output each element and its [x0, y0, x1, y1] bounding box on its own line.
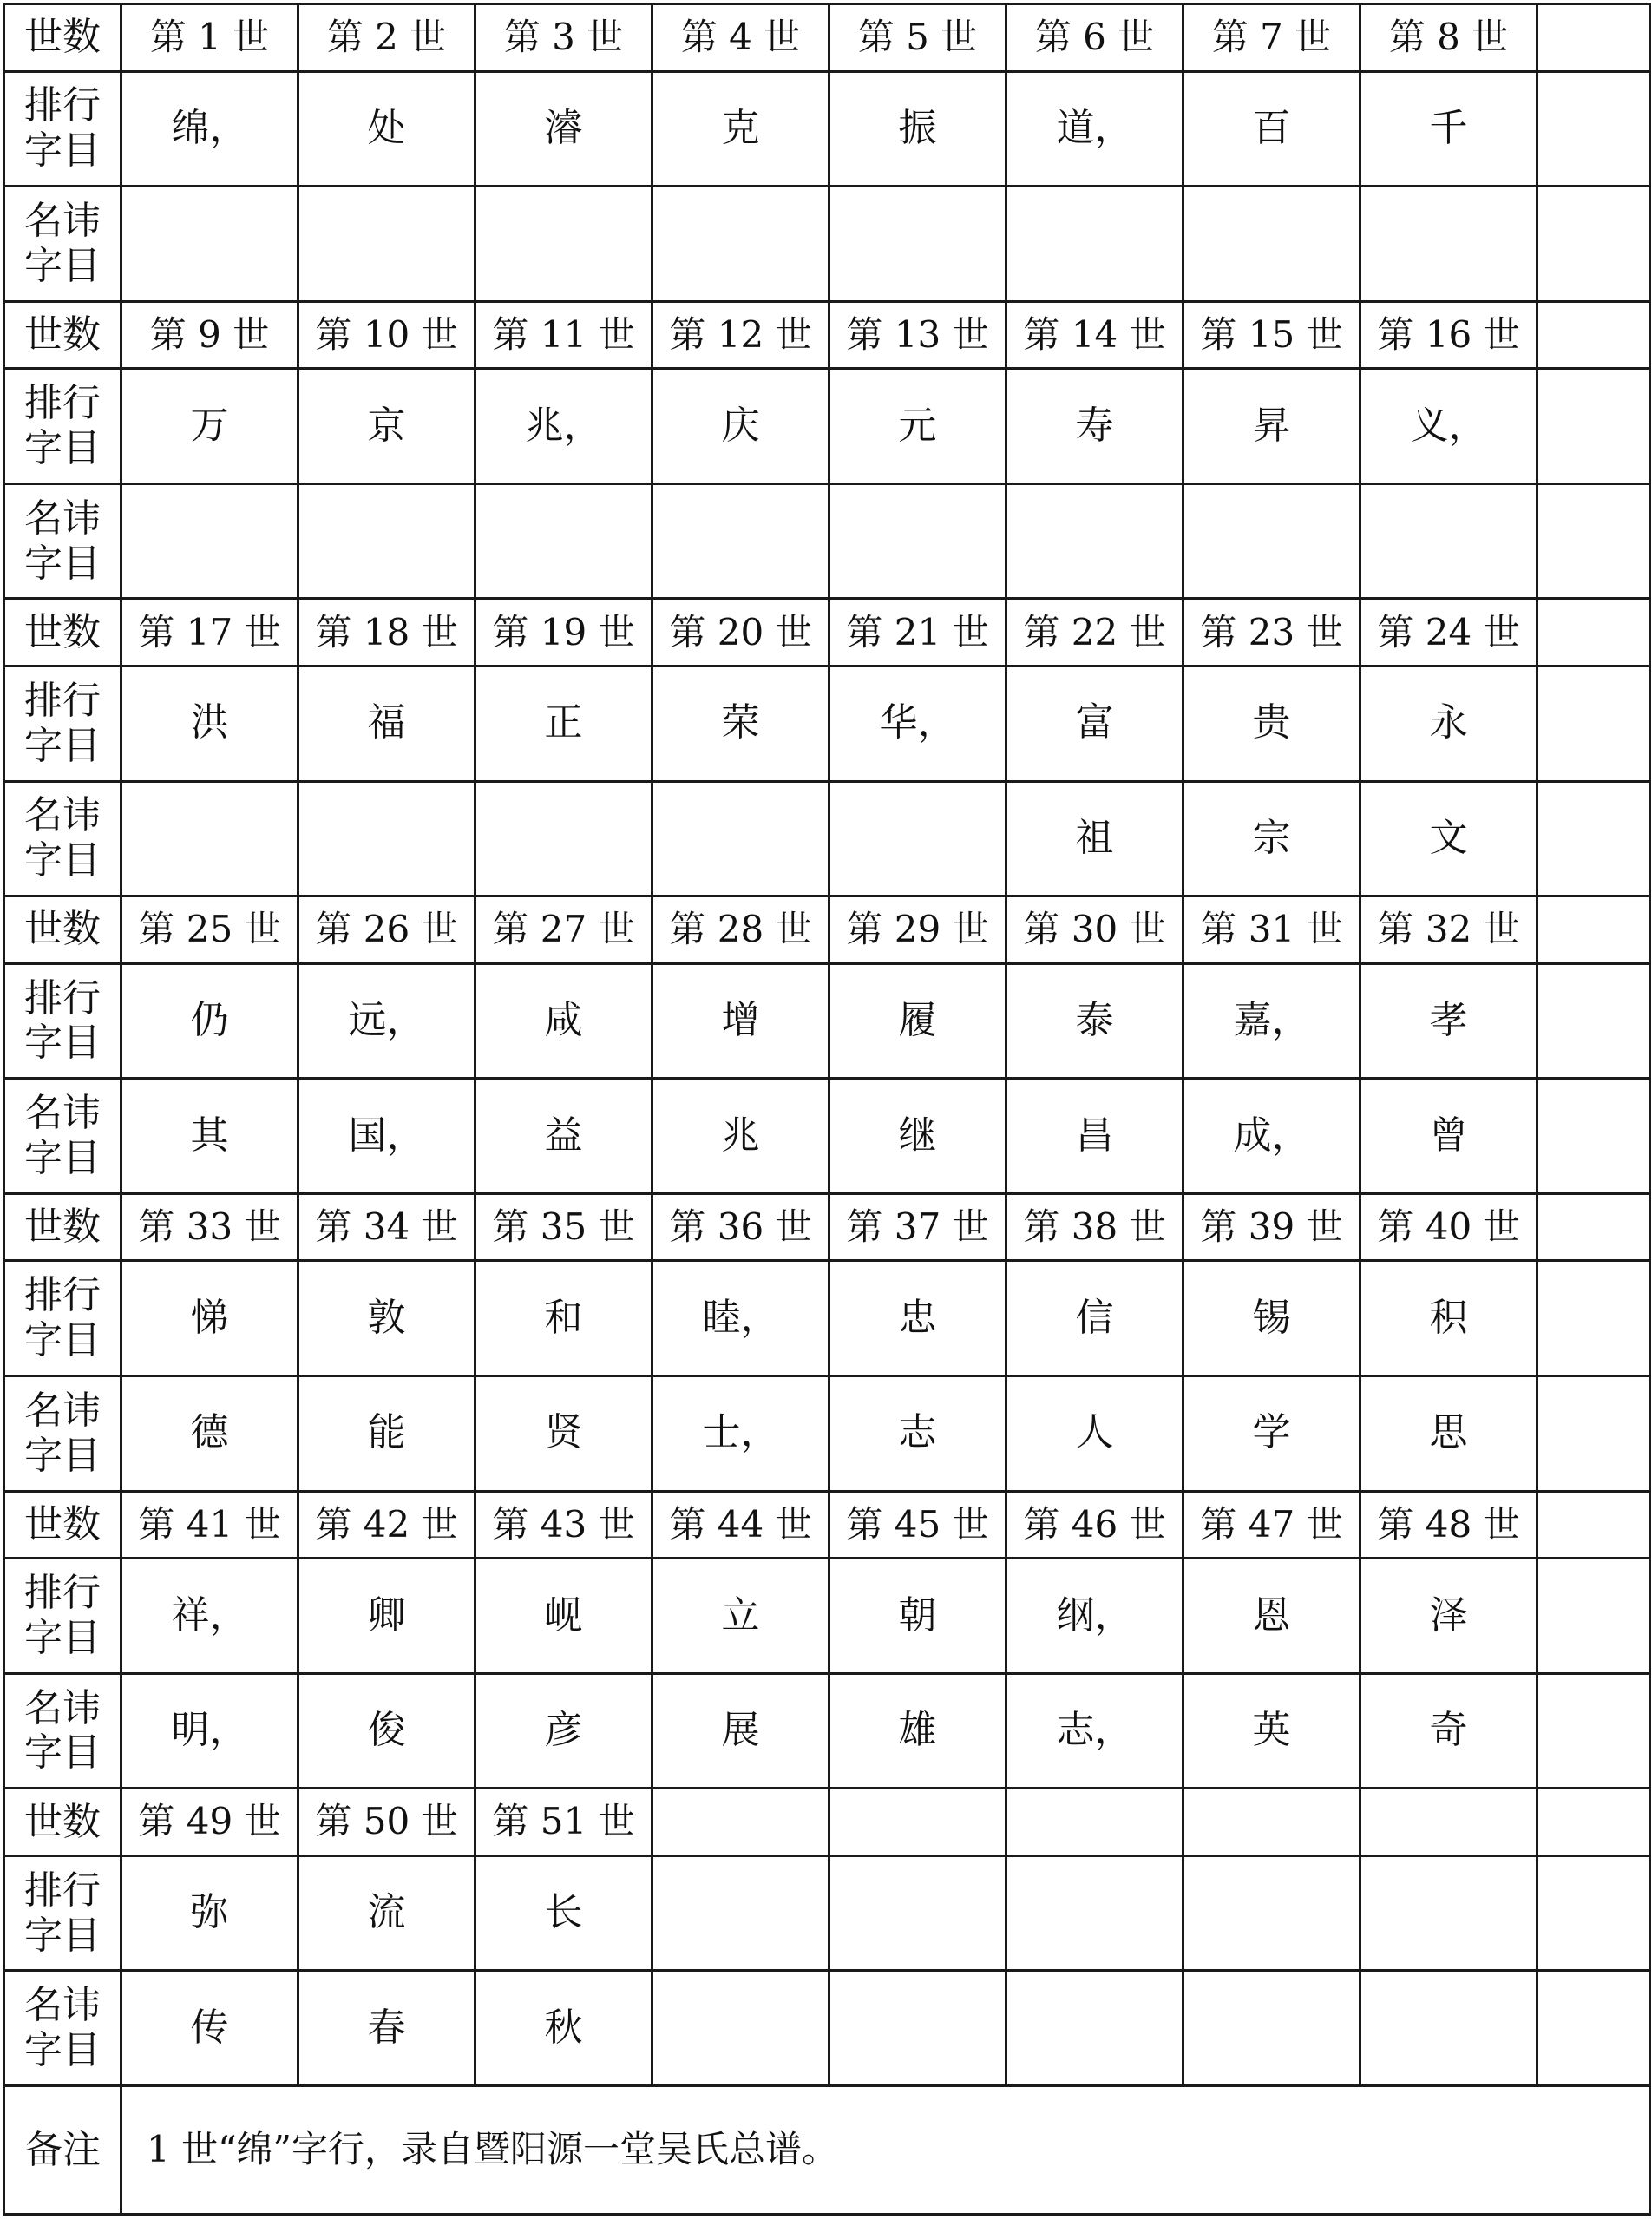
generation-cell: 第 9 世: [121, 301, 298, 369]
taboo-name-cell: [652, 187, 829, 302]
empty-cell: [1537, 4, 1650, 72]
rank-name-cell: 寿: [1006, 369, 1183, 484]
rank-name-cell: 远，: [298, 963, 475, 1079]
row-label: 排行字目: [4, 1261, 121, 1376]
generation-cell: 第 14 世: [1006, 301, 1183, 369]
rank-name-cell: 永: [1360, 666, 1537, 781]
rank-name-cell: 长: [475, 1855, 652, 1971]
rank-name-cell: 履: [829, 963, 1006, 1079]
rank-name-cell: 义，: [1360, 369, 1537, 484]
rank-name-cell: 正: [475, 666, 652, 781]
taboo-name-cell: 兆: [652, 1079, 829, 1194]
rank-name-cell: 岘: [475, 1559, 652, 1674]
empty-cell: [1537, 599, 1650, 666]
taboo-name-cell: 成，: [1183, 1079, 1360, 1194]
row-label: 排行字目: [4, 666, 121, 781]
empty-cell: [1537, 1193, 1650, 1261]
taboo-name-cell: 能: [298, 1375, 475, 1491]
rank-name-cell: 濬: [475, 71, 652, 187]
generation-cell: 第 1 世: [121, 4, 298, 72]
generation-cell: 第 44 世: [652, 1491, 829, 1559]
taboo-name-cell: [298, 483, 475, 599]
generation-row: [4, 1491, 1650, 1559]
row-label: 名讳字目: [4, 187, 121, 302]
rank-name-cell: 锡: [1183, 1261, 1360, 1376]
generation-cell: 第 27 世: [475, 896, 652, 964]
taboo-name-cell: 传: [121, 1971, 298, 2086]
taboo-name-row: [4, 1971, 1650, 2086]
rank-name-cell: 信: [1006, 1261, 1183, 1376]
generation-cell: 第 19 世: [475, 599, 652, 666]
taboo-name-cell: [121, 187, 298, 302]
generation-cell: 第 21 世: [829, 599, 1006, 666]
rank-name-cell: 千: [1360, 71, 1537, 187]
rank-name-cell: [1006, 1855, 1183, 1971]
row-label: 排行字目: [4, 1855, 121, 1971]
taboo-name-cell: [652, 1971, 829, 2086]
taboo-name-cell: [829, 781, 1006, 896]
rank-name-cell: [652, 1855, 829, 1971]
taboo-name-cell: [652, 781, 829, 896]
rank-name-cell: 昇: [1183, 369, 1360, 484]
taboo-name-cell: 其: [121, 1079, 298, 1194]
generation-cell: 第 2 世: [298, 4, 475, 72]
rank-name-cell: 敦: [298, 1261, 475, 1376]
rank-name-cell: 睦，: [652, 1261, 829, 1376]
rank-name-cell: 弥: [121, 1855, 298, 1971]
taboo-name-cell: 贤: [475, 1375, 652, 1491]
generation-cell: 第 39 世: [1183, 1193, 1360, 1261]
empty-cell: [1537, 896, 1650, 964]
row-label: 名讳字目: [4, 1971, 121, 2086]
rank-name-row: [4, 1559, 1650, 1674]
rank-name-cell: 洪: [121, 666, 298, 781]
generation-cell: 第 47 世: [1183, 1491, 1360, 1559]
generation-cell: 第 34 世: [298, 1193, 475, 1261]
generation-cell: [652, 1789, 829, 1856]
taboo-name-cell: 奇: [1360, 1673, 1537, 1789]
taboo-name-cell: [1006, 483, 1183, 599]
taboo-name-cell: 祖: [1006, 781, 1183, 896]
rank-name-cell: 祥，: [121, 1559, 298, 1674]
generation-cell: 第 15 世: [1183, 301, 1360, 369]
taboo-name-cell: 彦: [475, 1673, 652, 1789]
generation-cell: 第 41 世: [121, 1491, 298, 1559]
rank-name-cell: 仍: [121, 963, 298, 1079]
taboo-name-row: [4, 1079, 1650, 1194]
taboo-name-cell: 志，: [1006, 1673, 1183, 1789]
taboo-name-cell: [1360, 483, 1537, 599]
generation-cell: 第 10 世: [298, 301, 475, 369]
rank-name-cell: 泽: [1360, 1559, 1537, 1674]
empty-cell: [1537, 1375, 1650, 1491]
generation-cell: [1360, 1789, 1537, 1856]
row-label: 世数: [4, 896, 121, 964]
taboo-name-cell: [1183, 1971, 1360, 2086]
taboo-name-cell: [829, 187, 1006, 302]
generation-cell: 第 11 世: [475, 301, 652, 369]
empty-cell: [1537, 1971, 1650, 2086]
generation-cell: 第 22 世: [1006, 599, 1183, 666]
generation-row: [4, 4, 1650, 72]
rank-name-cell: 恩: [1183, 1559, 1360, 1674]
generation-cell: 第 31 世: [1183, 896, 1360, 964]
rank-name-cell: 克: [652, 71, 829, 187]
rank-name-cell: 庆: [652, 369, 829, 484]
generation-cell: 第 5 世: [829, 4, 1006, 72]
row-label: 世数: [4, 1789, 121, 1856]
taboo-name-cell: [829, 483, 1006, 599]
empty-cell: [1537, 1855, 1650, 1971]
empty-cell: [1537, 71, 1650, 187]
empty-cell: [1537, 781, 1650, 896]
taboo-name-row: [4, 187, 1650, 302]
generation-cell: 第 29 世: [829, 896, 1006, 964]
taboo-name-cell: 昌: [1006, 1079, 1183, 1194]
taboo-name-cell: [1006, 1971, 1183, 2086]
empty-cell: [1537, 1079, 1650, 1194]
generation-cell: 第 3 世: [475, 4, 652, 72]
generation-cell: 第 18 世: [298, 599, 475, 666]
row-label: 名讳字目: [4, 1375, 121, 1491]
row-label: 排行字目: [4, 1559, 121, 1674]
generation-cell: 第 6 世: [1006, 4, 1183, 72]
remark-text: 1 世“绵”字行，录自暨阳源一堂吴氏总谱。: [121, 2085, 1650, 2214]
rank-name-cell: [1183, 1855, 1360, 1971]
taboo-name-cell: 明，: [121, 1673, 298, 1789]
rank-name-cell: 嘉，: [1183, 963, 1360, 1079]
empty-cell: [1537, 1491, 1650, 1559]
rank-name-cell: 增: [652, 963, 829, 1079]
taboo-name-cell: 国，: [298, 1079, 475, 1194]
rank-name-cell: 富: [1006, 666, 1183, 781]
generation-cell: 第 43 世: [475, 1491, 652, 1559]
generation-row: [4, 301, 1650, 369]
generation-cell: 第 49 世: [121, 1789, 298, 1856]
row-label: 排行字目: [4, 369, 121, 484]
rank-name-row: [4, 1855, 1650, 1971]
rank-name-cell: 和: [475, 1261, 652, 1376]
rank-name-cell: 兆，: [475, 369, 652, 484]
generation-cell: 第 24 世: [1360, 599, 1537, 666]
taboo-name-row: [4, 781, 1650, 896]
taboo-name-cell: 秋: [475, 1971, 652, 2086]
generation-cell: 第 32 世: [1360, 896, 1537, 964]
generation-cell: 第 4 世: [652, 4, 829, 72]
empty-cell: [1537, 666, 1650, 781]
rank-name-cell: 卿: [298, 1559, 475, 1674]
taboo-name-cell: 思: [1360, 1375, 1537, 1491]
rank-name-cell: 处: [298, 71, 475, 187]
rank-name-cell: 京: [298, 369, 475, 484]
taboo-name-cell: [298, 781, 475, 896]
rank-name-cell: 忠: [829, 1261, 1006, 1376]
generation-row: [4, 599, 1650, 666]
generation-row: [4, 896, 1650, 964]
genealogy-table: [3, 3, 1651, 2216]
empty-cell: [1537, 483, 1650, 599]
empty-cell: [1537, 1789, 1650, 1856]
taboo-name-cell: [475, 781, 652, 896]
rank-name-cell: 朝: [829, 1559, 1006, 1674]
generation-cell: 第 42 世: [298, 1491, 475, 1559]
rank-name-cell: [1360, 1855, 1537, 1971]
generation-cell: [829, 1789, 1006, 1856]
generation-cell: 第 46 世: [1006, 1491, 1183, 1559]
empty-cell: [1537, 369, 1650, 484]
taboo-name-cell: [121, 781, 298, 896]
empty-cell: [1537, 963, 1650, 1079]
generation-cell: 第 50 世: [298, 1789, 475, 1856]
taboo-name-cell: [1360, 1971, 1537, 2086]
row-label: 排行字目: [4, 963, 121, 1079]
row-label: 世数: [4, 1491, 121, 1559]
generation-cell: 第 17 世: [121, 599, 298, 666]
generation-cell: 第 26 世: [298, 896, 475, 964]
taboo-name-cell: [1360, 187, 1537, 302]
row-label: 名讳字目: [4, 781, 121, 896]
rank-name-cell: 孝: [1360, 963, 1537, 1079]
rank-name-cell: 振: [829, 71, 1006, 187]
rank-name-cell: 立: [652, 1559, 829, 1674]
taboo-name-cell: [829, 1971, 1006, 2086]
taboo-name-cell: [652, 483, 829, 599]
taboo-name-cell: 宗: [1183, 781, 1360, 896]
generation-cell: 第 25 世: [121, 896, 298, 964]
rank-name-row: [4, 1261, 1650, 1376]
generation-cell: 第 35 世: [475, 1193, 652, 1261]
rank-name-cell: 元: [829, 369, 1006, 484]
generation-row: [4, 1789, 1650, 1856]
taboo-name-cell: [1183, 483, 1360, 599]
taboo-name-cell: 继: [829, 1079, 1006, 1194]
taboo-name-cell: 志: [829, 1375, 1006, 1491]
generation-cell: 第 28 世: [652, 896, 829, 964]
empty-cell: [1537, 1261, 1650, 1376]
taboo-name-cell: [298, 187, 475, 302]
generation-cell: 第 48 世: [1360, 1491, 1537, 1559]
taboo-name-cell: 展: [652, 1673, 829, 1789]
rank-name-row: [4, 963, 1650, 1079]
taboo-name-cell: 雄: [829, 1673, 1006, 1789]
rank-name-cell: 绵，: [121, 71, 298, 187]
generation-cell: 第 20 世: [652, 599, 829, 666]
taboo-name-cell: 德: [121, 1375, 298, 1491]
generation-cell: 第 12 世: [652, 301, 829, 369]
rank-name-cell: 积: [1360, 1261, 1537, 1376]
row-label: 名讳字目: [4, 1673, 121, 1789]
row-label: 名讳字目: [4, 1079, 121, 1194]
row-label: 世数: [4, 301, 121, 369]
generation-cell: 第 13 世: [829, 301, 1006, 369]
rank-name-cell: 纲，: [1006, 1559, 1183, 1674]
generation-cell: 第 45 世: [829, 1491, 1006, 1559]
generation-cell: 第 33 世: [121, 1193, 298, 1261]
taboo-name-cell: [475, 187, 652, 302]
rank-name-cell: 道，: [1006, 71, 1183, 187]
taboo-name-row: [4, 483, 1650, 599]
taboo-name-cell: 士，: [652, 1375, 829, 1491]
rank-name-row: [4, 71, 1650, 187]
rank-name-cell: 贵: [1183, 666, 1360, 781]
generation-cell: 第 8 世: [1360, 4, 1537, 72]
generation-cell: 第 36 世: [652, 1193, 829, 1261]
rank-name-cell: 百: [1183, 71, 1360, 187]
rank-name-cell: 悌: [121, 1261, 298, 1376]
generation-cell: 第 23 世: [1183, 599, 1360, 666]
taboo-name-cell: [1183, 187, 1360, 302]
rank-name-cell: 流: [298, 1855, 475, 1971]
row-label: 名讳字目: [4, 483, 121, 599]
remark-row: [4, 2085, 1650, 2214]
taboo-name-row: [4, 1375, 1650, 1491]
generation-cell: 第 7 世: [1183, 4, 1360, 72]
taboo-name-cell: 文: [1360, 781, 1537, 896]
rank-name-cell: 华，: [829, 666, 1006, 781]
generation-cell: 第 51 世: [475, 1789, 652, 1856]
remark-label: 备注: [4, 2085, 121, 2214]
rank-name-cell: 荣: [652, 666, 829, 781]
generation-cell: 第 38 世: [1006, 1193, 1183, 1261]
taboo-name-cell: 春: [298, 1971, 475, 2086]
rank-name-row: [4, 369, 1650, 484]
empty-cell: [1537, 1559, 1650, 1674]
taboo-name-cell: 曾: [1360, 1079, 1537, 1194]
taboo-name-cell: 人: [1006, 1375, 1183, 1491]
empty-cell: [1537, 301, 1650, 369]
taboo-name-cell: [475, 483, 652, 599]
generation-row: [4, 1193, 1650, 1261]
taboo-name-cell: 学: [1183, 1375, 1360, 1491]
rank-name-cell: 福: [298, 666, 475, 781]
taboo-name-cell: [121, 483, 298, 599]
rank-name-cell: 万: [121, 369, 298, 484]
taboo-name-cell: 英: [1183, 1673, 1360, 1789]
empty-cell: [1537, 187, 1650, 302]
rank-name-cell: 咸: [475, 963, 652, 1079]
table-body: [4, 4, 1650, 2215]
taboo-name-cell: 俊: [298, 1673, 475, 1789]
row-label: 世数: [4, 1193, 121, 1261]
empty-cell: [1537, 1673, 1650, 1789]
generation-cell: 第 40 世: [1360, 1193, 1537, 1261]
generation-cell: 第 37 世: [829, 1193, 1006, 1261]
row-label: 排行字目: [4, 71, 121, 187]
row-label: 世数: [4, 4, 121, 72]
taboo-name-cell: 益: [475, 1079, 652, 1194]
rank-name-cell: 泰: [1006, 963, 1183, 1079]
generation-cell: [1006, 1789, 1183, 1856]
generation-cell: 第 16 世: [1360, 301, 1537, 369]
generation-cell: 第 30 世: [1006, 896, 1183, 964]
taboo-name-cell: [1006, 187, 1183, 302]
generation-cell: [1183, 1789, 1360, 1856]
rank-name-row: [4, 666, 1650, 781]
taboo-name-row: [4, 1673, 1650, 1789]
row-label: 世数: [4, 599, 121, 666]
rank-name-cell: [829, 1855, 1006, 1971]
